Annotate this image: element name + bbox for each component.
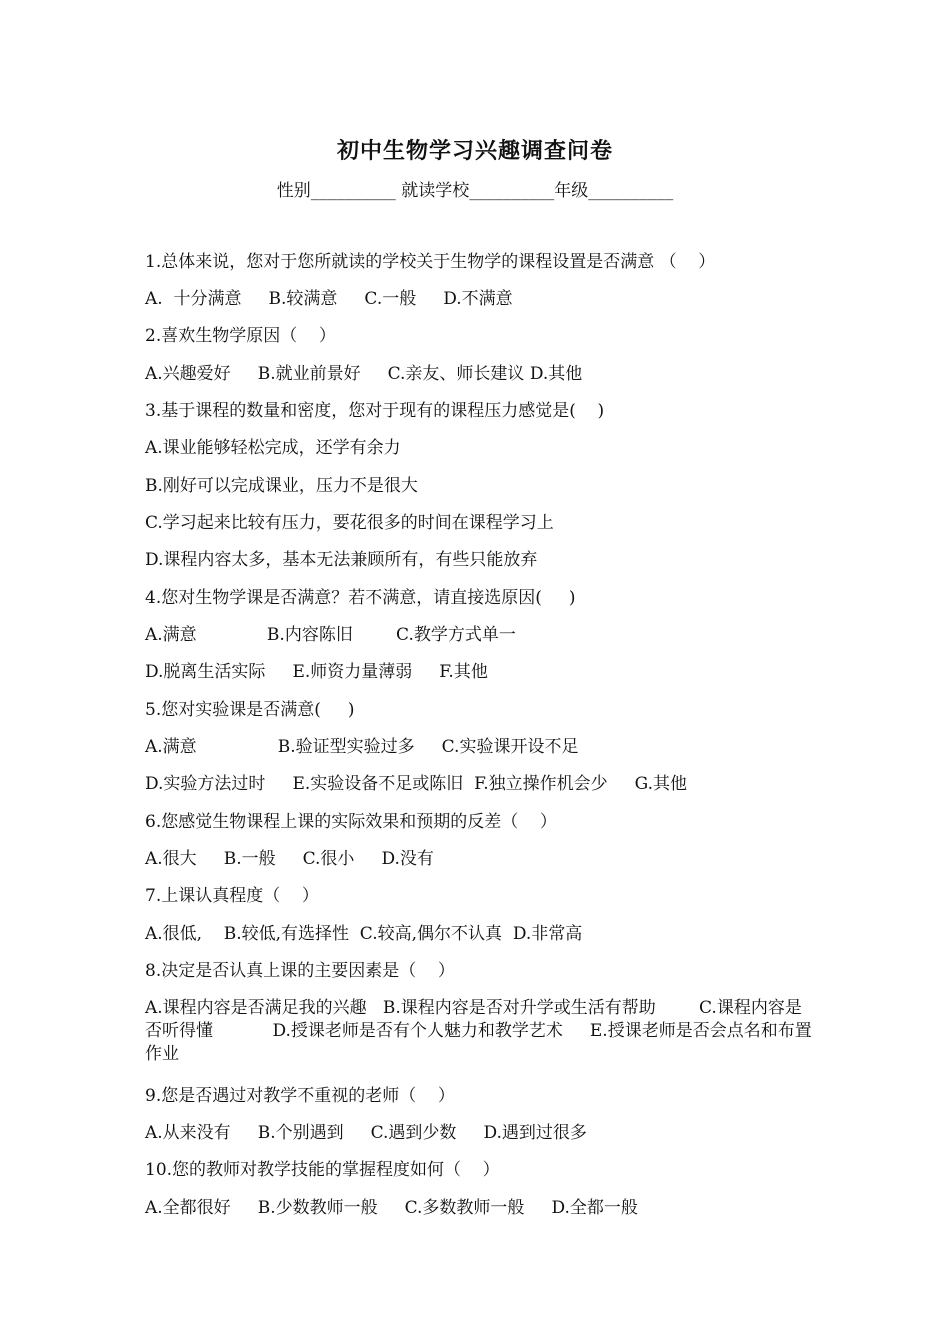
- respondent-info-line: 性别__________ 就读学校__________年级__________: [276, 181, 674, 201]
- question-4: 4.您对生物学课是否满意？若不满意，请直接选原因( ): [145, 588, 576, 608]
- question-10: 10.您的教师对教学技能的掌握程度如何（ ）: [145, 1160, 500, 1180]
- question-2: 2.喜欢生物学原因（ ）: [145, 326, 336, 346]
- question-9-options: A.从来没有 B.个别遇到 C.遇到少数 D.遇到过很多: [145, 1123, 587, 1143]
- question-2-options: A.兴趣爱好 B.就业前景好 C.亲友、师长建议 D.其他: [145, 364, 583, 384]
- question-8: 8.决定是否认真上课的主要因素是（ ）: [145, 961, 455, 981]
- page-title: 初中生物学习兴趣调查问卷: [336, 138, 613, 164]
- question-9: 9.您是否遇过对教学不重视的老师（ ）: [145, 1086, 455, 1106]
- question-4-options-row-2: D.脱离生活实际 E.师资力量薄弱 F.其他: [145, 662, 488, 682]
- question-7: 7.上课认真程度（ ）: [145, 886, 319, 906]
- question-3-option-a: A.课业能够轻松完成，还学有余力: [145, 438, 401, 458]
- question-5: 5.您对实验课是否满意( ): [145, 700, 355, 720]
- question-7-options: A.很低, B.较低,有选择性 C.较高,偶尔不认真 D.非常高: [145, 924, 583, 944]
- question-4-options-row-1: A.满意 B.内容陈旧 C.教学方式单一: [145, 625, 516, 645]
- question-3: 3.基于课程的数量和密度，您对于现有的课程压力感觉是( ): [145, 401, 605, 421]
- question-8-options: A.课程内容是否满足我的兴趣 B.课程内容是否对升学或生活有帮助 C.课程内容是否听得懂 D.授课老师是否有个人魅力和教学艺术 E.授课老师是否会点名和布置作业: [145, 998, 812, 1064]
- question-3-option-d: D.课程内容太多，基本无法兼顾所有，有些只能放弃: [145, 550, 538, 570]
- question-3-option-c: C.学习起来比较有压力，要花很多的时间在课程学习上: [145, 513, 554, 533]
- question-6-options: A.很大 B.一般 C.很小 D.没有: [145, 849, 434, 869]
- question-5-options-row-2: D.实验方法过时 E.实验设备不足或陈旧 F.独立操作机会少 G.其他: [145, 774, 688, 794]
- question-5-options-row-1: A.满意 B.验证型实验过多 C.实验课开设不足: [145, 737, 579, 757]
- question-1-options: A. 十分满意 B.较满意 C.一般 D.不满意: [145, 289, 513, 309]
- question-1: 1.总体来说，您对于您所就读的学校关于生物学的课程设置是否满意 （ ）: [145, 252, 716, 272]
- question-3-option-b: B.刚好可以完成课业，压力不是很大: [145, 476, 418, 496]
- question-6: 6.您感觉生物课程上课的实际效果和预期的反差（ ）: [145, 812, 557, 832]
- question-10-options: A.全都很好 B.少数教师一般 C.多数教师一般 D.全都一般: [145, 1198, 638, 1218]
